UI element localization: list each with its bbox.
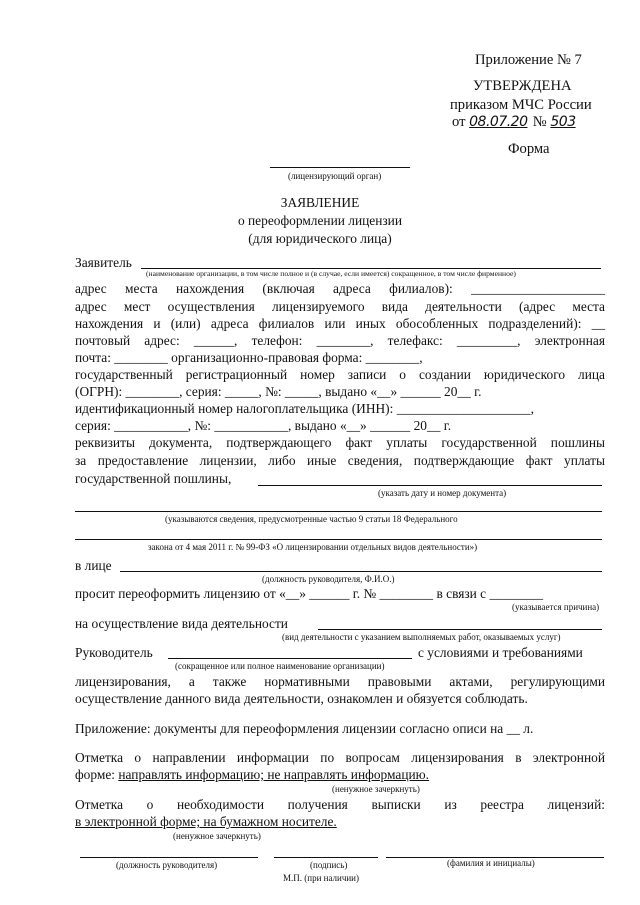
person-label: в лице bbox=[75, 558, 112, 573]
strike-caption-2: (ненужное зачеркнуть) bbox=[173, 831, 261, 841]
mark2-options[interactable]: в электронной форме; на бумажном носителе. bbox=[75, 814, 337, 829]
organization-caption: (сокращенное или полное наименование организации) bbox=[175, 661, 385, 671]
mark2-line-1: Отметка о необходимости получения выписки из реестра лицензий: bbox=[75, 797, 605, 812]
handwritten-date: 08.07.20 bbox=[469, 114, 528, 130]
person-field[interactable] bbox=[120, 571, 602, 572]
reason-caption: (указывается причина) bbox=[512, 602, 600, 612]
mark1-line-2 bbox=[75, 767, 429, 783]
fee-line-3: государственной пошлины, bbox=[75, 471, 232, 486]
ogrn-line-1: государственный регистрационный номер записи о создании юридического лица bbox=[75, 367, 605, 382]
head-label: Руководитель bbox=[75, 645, 153, 660]
appendix-number: Приложение № 7 bbox=[475, 52, 582, 68]
authority-line bbox=[270, 167, 410, 168]
attachment-line: Приложение: документы для переоформления лицензии согласно описи на __ л. bbox=[75, 721, 534, 736]
activity-field[interactable] bbox=[318, 629, 602, 630]
strike-caption-1: (ненужное зачеркнуть) bbox=[332, 784, 420, 794]
activity-label: на осуществление вида деятельности bbox=[75, 616, 288, 631]
handwritten-number: 503 bbox=[550, 114, 576, 130]
law-caption-1: (указываются сведения, предусмотренные частью 9 статьи 18 Федерального bbox=[165, 514, 458, 524]
number-prefix: № bbox=[532, 114, 547, 130]
signature-line[interactable] bbox=[274, 857, 378, 858]
approved-label: УТВЕРЖДЕНА bbox=[473, 78, 572, 94]
name-caption: (фамилия и инициалы) bbox=[447, 858, 535, 868]
fee-line-1: реквизиты документа, подтверждающего факт уплаты государственной пошлины bbox=[75, 435, 605, 450]
authority-caption: (лицензирующий орган) bbox=[288, 171, 382, 181]
activity-address-line-1: адрес мест осуществления лицензируемого вида деятельности (адрес места bbox=[75, 299, 605, 314]
law-info-field-2[interactable] bbox=[75, 539, 602, 540]
activity-address-line-2: нахождения и (или) адреса филиалов или иных обособленных подразделений): __ bbox=[75, 316, 605, 331]
organization-field[interactable] bbox=[168, 658, 412, 659]
law-info-field-1[interactable] bbox=[75, 511, 602, 512]
document-subtitle: о переоформлении лицензии bbox=[237, 213, 403, 228]
email-legal-form-line: почта: ________ организационно-правовая форма: ________, bbox=[75, 350, 423, 365]
signature-caption: (подпись) bbox=[310, 860, 348, 870]
law-caption-2: закона от 4 мая 2011 г. № 99-ФЗ «О лицензировании отдельных видов деятельности») bbox=[148, 542, 478, 552]
seal-caption: М.П. (при наличии) bbox=[283, 873, 359, 883]
document-subtitle-entity: (для юридического лица) bbox=[248, 231, 392, 246]
fee-line-2: за предоставление лицензии, либо иные сведения, подтверждающие факт уплаты bbox=[75, 453, 605, 468]
licensing-line-2: осуществление данного вида деятельности, ознакомлен и обязуется соблюдать. bbox=[75, 691, 528, 706]
activity-caption: (вид деятельности с указанием выполняемых работ, оказываемых услуг) bbox=[282, 632, 561, 642]
head-tail: с условиями и требованиями bbox=[418, 645, 583, 660]
position-caption: (должность руководителя) bbox=[116, 860, 218, 870]
position-signature-line[interactable] bbox=[80, 857, 258, 858]
mark1-line-1: Отметка о направлении информации по вопросам лицензирования в электронной bbox=[75, 750, 605, 765]
address-line: адрес места нахождения (включая адреса филиалов): ____________________ bbox=[75, 281, 605, 296]
inn-line-2: серия: ___________, №: ___________, выдано «__» ______ 20__ г. bbox=[75, 418, 452, 433]
ogrn-line-2: (ОГРН): ________, серия: _____, №: _____, выдано «__» ______ 20__ г. bbox=[75, 384, 482, 399]
mark1-options[interactable]: направлять информацию; не направлять информацию. bbox=[118, 767, 430, 782]
order-date-line bbox=[452, 114, 586, 131]
fee-caption: (указать дату и номер документа) bbox=[378, 488, 507, 498]
person-caption: (должность руководителя, Ф.И.О.) bbox=[262, 574, 395, 584]
applicant-label: Заявитель bbox=[75, 255, 132, 270]
date-prefix: от bbox=[452, 114, 466, 130]
postal-phone-line: почтовый адрес: ______, телефон: ________, телефакс: _________, электронная bbox=[75, 333, 605, 348]
request-line: просит переоформить лицензию от «__» ______ г. № ________ в связи с ________ bbox=[75, 586, 544, 601]
fee-document-field[interactable] bbox=[258, 485, 602, 486]
form-label: Форма bbox=[508, 141, 550, 157]
inn-line-1: идентификационный номер налогоплательщика (ИНН): ____________________, bbox=[75, 401, 534, 416]
licensing-line-1: лицензирования, а также нормативными правовыми актами, регулирующими bbox=[75, 674, 605, 689]
order-issuer: приказом МЧС России bbox=[450, 97, 592, 113]
document-title: ЗАЯВЛЕНИЕ bbox=[280, 195, 360, 210]
applicant-caption: (наименование организации, в том числе полное и (в случае, если имеется) сокращенное, в том числе фирменное) bbox=[146, 269, 516, 278]
mark1-prefix: форме: bbox=[75, 767, 119, 782]
